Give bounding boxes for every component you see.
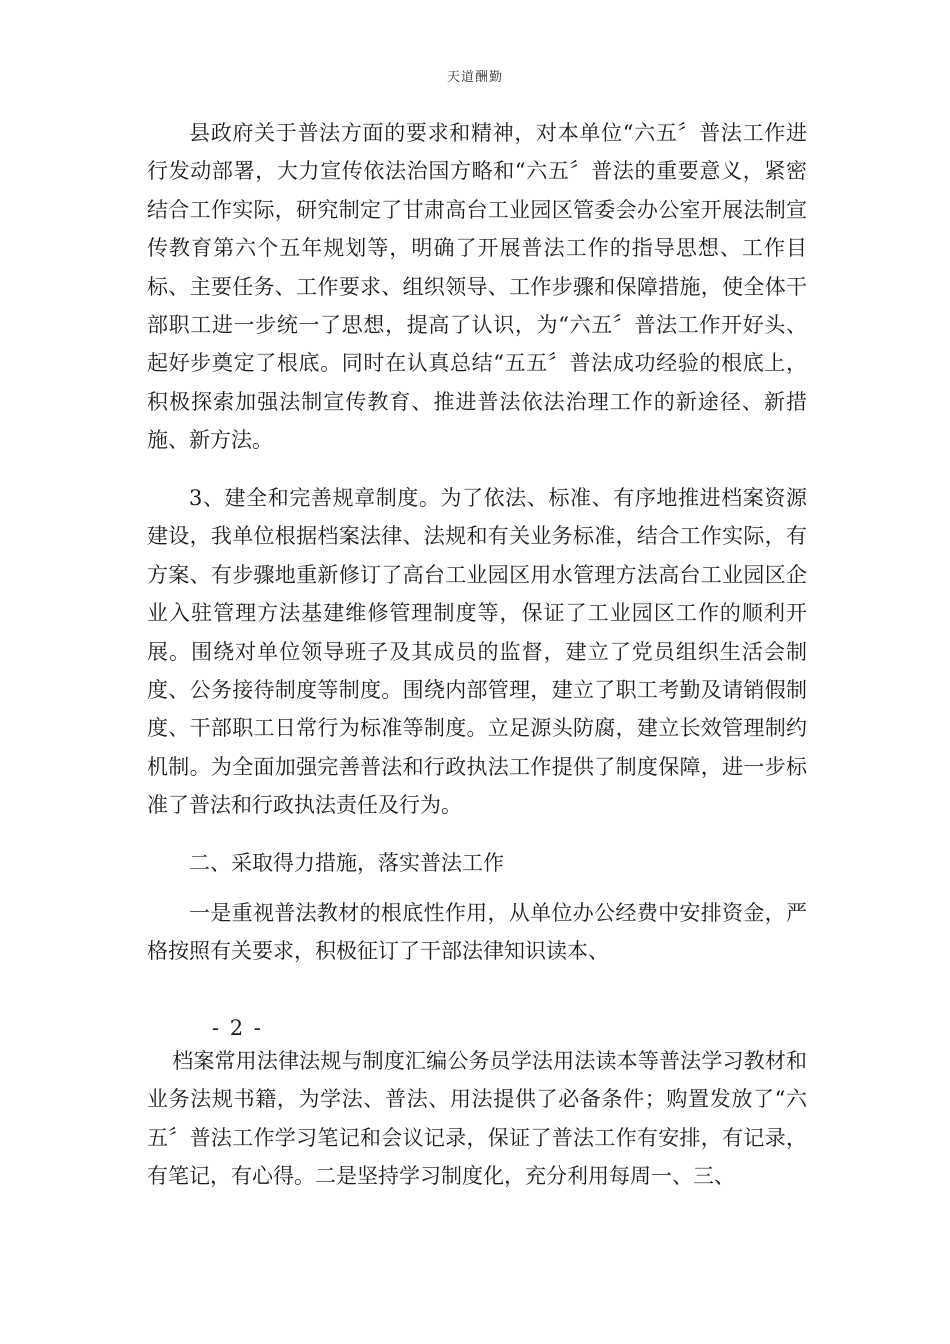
page-number: - 2 - — [212, 1016, 263, 1040]
paragraph-2: 3、建全和完善规章制度。为了依法、标准、有序地推进档案资源建设，我单位根据档案法律、法规和有关业务标准，结合工作实际，有方案、有步骤地重新修订了高台工业园区用水管理方法高台工业园区企业入驻管理方法基建维修管理制度等，保证了工业园区工作的顺利开展。围绕对单位领导班子及其成员的监督，建立了党员组织生活会制度、公务接待制度等制度。围绕内部管理，建立了职工考勤及请销假制度、干部职工日常行为标准等制度。立足源头防腐，建立长效管理制约机制。为全面加强完善普法和行政执法工作提供了制度保障，进一步标准了普法和行政执法责任及行为。 — [147, 486, 807, 818]
section-heading: 二、采取得力措施，落实普法工作 — [189, 851, 504, 875]
paragraph-3: 一是重视普法教材的根底性作用，从单位办公经费中安排资金，严格按照有关要求，积极征订了干部法律知识读本、 — [147, 901, 807, 964]
page-header: 天道酬勤 — [446, 70, 503, 85]
paragraph-4: 档案常用法律法规与制度汇编公务员学法用法读本等普法学习教材和业务法规书籍，为学法、普法、用法提供了必备条件；购置发放了“六五〞普法工作学习笔记和会议记录，保证了普法工作有安排，有记录，有笔记，有心得。二是坚持学习制度化，充分利用每周一、三、 — [147, 1049, 807, 1189]
paragraph-1: 县政府关于普法方面的要求和精神，对本单位“六五〞普法工作进行发动部署，大力宣传依法治国方略和“六五〞普法的重要意义，紧密结合工作实际，研究制定了甘肃高台工业园区管委会办公室开展法制宣传教育第六个五年规划等，明确了开展普法工作的指导思想、工作目标、主要任务、工作要求、组织领导、工作步骤和保障措施，使全体干部职工进一步统一了思想，提高了认识，为“六五〞普法工作开好头、起好步奠定了根底。同时在认真总结“五五〞普法成功经验的根底上，积极探索加强法制宣传教育、推进普法依法治理工作的新途径、新措施、新方法。 — [147, 121, 807, 453]
